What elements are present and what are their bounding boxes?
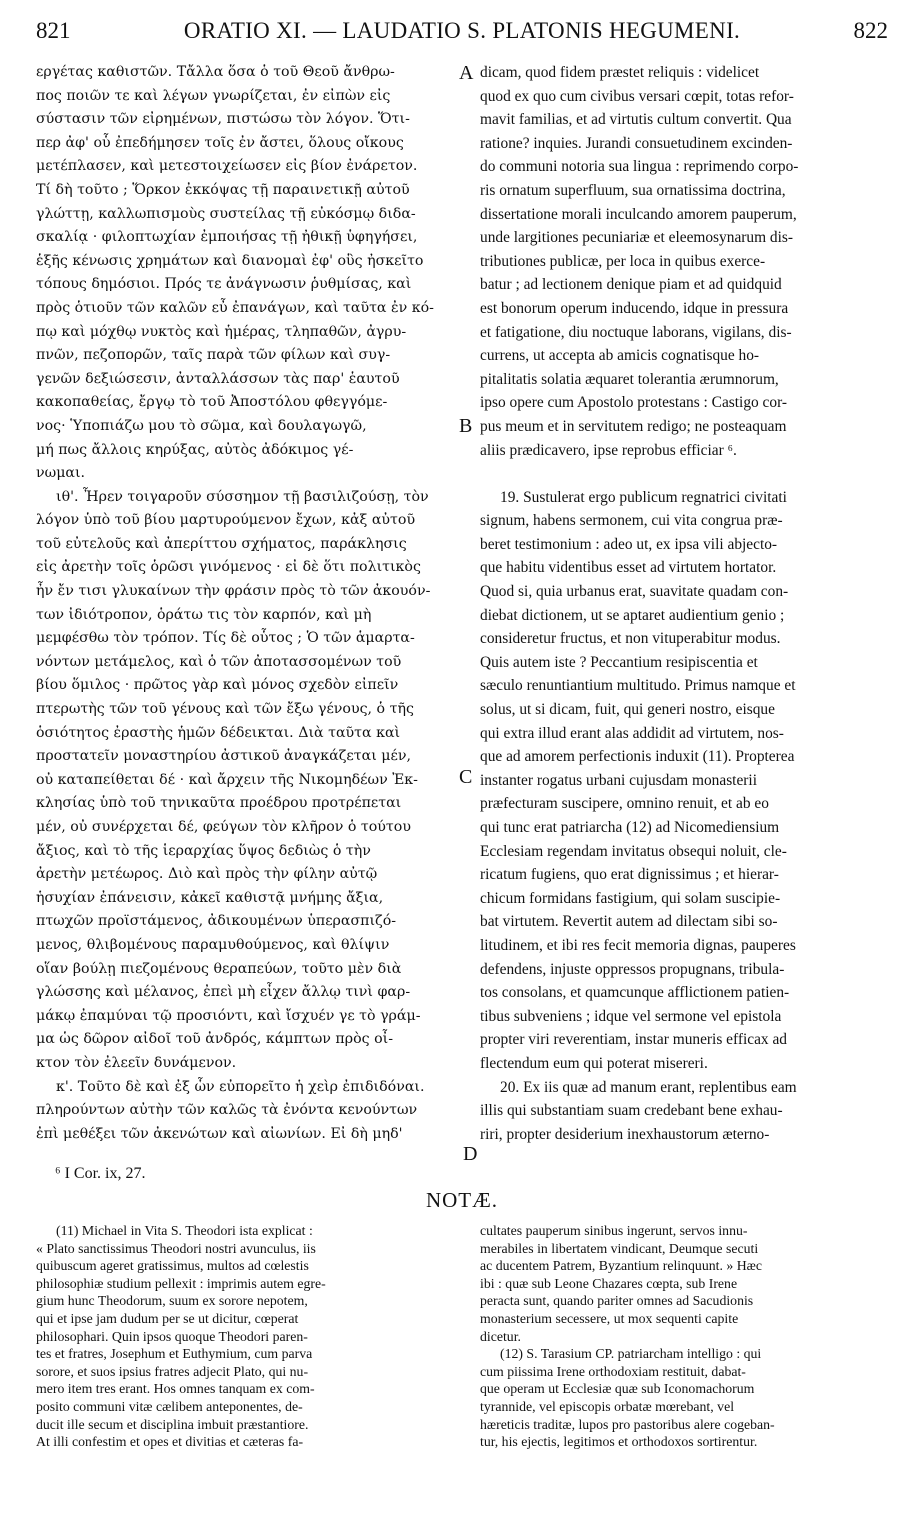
note-line: hæreticis traditæ, lupos pro pastoribus alere cogeban- [480,1416,775,1432]
greek-text-line: μέν, οὐ συνέρχεται δέ, φεύγων τὸν κλῆρον ὁ τούτου [36,819,411,835]
left-page-number: 821 [36,18,71,43]
note-line: monasterium secessere, ut mox sequenti capite [480,1310,739,1326]
latin-text-line: dissertatione morali inculcando amorem pauperum, [480,205,797,223]
latin-text-line: mavit familias, et ad virtutis cultum convertit. Qua [480,111,792,129]
note-line: (12) S. Tarasium CP. patriarcham intelligo : qui [500,1346,762,1362]
latin-text-line: tibus subveniens ; idque vel sermone vel epistola [480,1007,782,1025]
latin-text-line: qui tunc erat patriarcha (12) ad Nicomediensium [480,819,780,836]
note-line: tyrannide, vel episcopis orbatæ mœrebant, vel [480,1398,735,1414]
latin-text-line: ris ornatum superfluum, sua ornatissima doctrina, [480,181,786,199]
latin-text-line: est bonorum operum inducendo, idque in pressura [480,299,789,317]
greek-text-line: προστατεῖν μοναστηρίου ἀστικοῦ ἀναγκάζεται μέν, [36,748,411,765]
greek-text-line: πτωχῶν προϊστάμενος, ἀδικουμένων ὑπερασπιζό- [36,913,397,930]
latin-text-line: unde largitiones pecuniariæ et eleemosynarum dis- [480,229,793,247]
greek-text-line: πρὸς ὁτιοῦν τῶν καλῶν εὖ ἐπανάγων, καὶ ταῦτα ἐν κό- [36,299,434,316]
greek-text-line: γενῶν δεξιώσεσιν, ἀνταλλάσσων τὰς παρ' ἑαυτοῦ [36,370,400,387]
greek-text-line: Τί δὴ τοῦτο ; Ὅρκον ἐκκόψας τῇ παραινετικῇ αὐτοῦ [36,181,410,198]
latin-text-line [480,462,890,486]
note-line: posito communi vitæ cælibem anteponentes, de- [36,1398,303,1414]
greek-text-line: νος· Ὑποπιάζω μου τὸ σῶμα, καὶ δουλαγωγῶ, [36,417,367,434]
latin-text-line: illis qui substantiam suam credebant bene exhau- [480,1102,783,1120]
greek-text-line: νόντων μετάμελος, καὶ ὁ τῶν ἀποτασσομένων τοῦ [36,653,402,670]
notes-left-column [36,1222,466,1451]
greek-text-line: μενος, θλιβομένους παραμυθούμενος, καὶ θλίψιν [36,936,390,953]
greek-text-line: ἡσυχίαν ἐπάνεισιν, κἀκεῖ καθιστᾷ μνήμης ἄξια, [36,889,384,906]
notes-right-column [480,1222,890,1451]
greek-text-line: ἦν ἔν τισι γλυκαίνων τὴν φράσιν πρὸς τὸ τῶν ἀκουόν- [36,583,431,600]
note-line: quibuscum ageret gratissimus, multos ad cœlestis [36,1258,309,1274]
right-page-number: 822 [853,18,888,43]
greek-text-line: ὁσιότητος ἐραστὴς ἡμῶν δέδεικται. Διὰ ταῦτα καὶ [36,724,401,741]
latin-text-line: currens, ut accepta ab amicis cognatisque ho- [480,347,760,365]
note-line: tes et fratres, Josephum et Euthymium, cum parva [36,1346,313,1362]
latin-text-line: tos consolans, et quamcunque afflictionem patien- [480,984,790,1002]
latin-text-line: præfecturam suscipere, omnino renuit, et ab eo [480,795,769,813]
latin-text-line: que ad amorem perfectionis induxit (11). Propterea [480,748,795,766]
latin-text-line: tributiones publicæ, per loca in quibus exerce- [480,252,766,270]
latin-text-line: aliis prædicavero, ipse reprobus efficiar ⁶. [480,441,737,459]
latin-text-line: pitalitatis solatia æquaret tolerantia ærumnorum, [480,370,779,388]
latin-text-line: sæculo renuntiantium multitudo. Primus namque et [480,677,796,695]
note-line: ac ducentem Patrem, Byzantium relinquunt. » Hæc [480,1258,762,1274]
note-line: philosophiæ studium pellexit : imprimis autem egre- [36,1275,326,1291]
margin-marker-b: B [459,415,473,437]
greek-text-line: τοῦ εὐτελοῦς καὶ ἀπερίττου σχήματος, παράκλησις [36,535,407,552]
greek-text-line: πνῶν, πεζοπορῶν, ταῖς παρὰ τῶν φίλων καὶ συγ- [36,347,391,364]
latin-text-line: dicam, quod fidem præstet reliquis : videlicet [480,64,760,81]
latin-text-line: batur ; ad lectionem denique piam et ad quidquid [480,276,782,294]
note-line: sorore, et suos ipsius fratres adjecit Plato, qui nu- [36,1363,309,1379]
greek-text-line: περ ἀφ' οὗ ἐπεδήμησεν τοῖς ἐν ἄστει, ὅλους οἴκους [36,134,404,151]
note-line: cultates pauperum sinibus ingerunt, servos innu- [480,1223,748,1238]
latin-text-line: 19. Sustulerat ergo publicum regnatrici civitati [500,488,787,506]
latin-text-line: litudinem, et ibi res fecit memoria dignas, pauperes [480,936,796,954]
greek-text-line: λόγον ὑπὸ τοῦ βίου μαρτυρούμενον ἔχων, κἀξ αὐτοῦ [36,512,416,529]
latin-text-line: 20. Ex iis quæ ad manum erant, replentibus eam [500,1078,797,1096]
latin-text-line: et fatigatione, diu noctuque laborans, vigilans, dis- [480,323,792,341]
latin-text-line: chicum formidans fastigium, qui solam suscipie- [480,889,781,907]
greek-text-line: γλώττῃ, καλλωπισμοὺς συστείλας τῇ εὐκόσμῳ διδα- [36,205,416,222]
latin-text-line: consideretur fructus, et non vituperabitur modus. [480,630,781,648]
note-line: cum piissima Irene orthodoxiam restituit, dabat- [480,1363,746,1379]
note-line: ibi : quæ sub Leone Chazares cœpta, sub Irene [480,1275,738,1291]
greek-text-line: των ἰδιότροπον, ὁράτω τις τὸν καρπόν, καὶ μὴ [36,606,372,623]
note-line: merabiles in libertatem vindicant, Deumque secuti [480,1240,759,1256]
latin-text-line: bat virtutem. Revertit autem ad dilectam sibi so- [480,913,778,931]
greek-text-line: γλώσσης καὶ μέλανος, ἐπεὶ μὴ εἶχεν ἄλλῳ τινὶ φαρ- [36,984,411,1001]
latin-column [480,61,890,1146]
note-line: (11) Michael in Vita S. Theodori ista explicat : [56,1223,313,1238]
greek-text-line: μή πως ἄλλοις κηρύξας, αὐτὸς ἀδόκιμος γέ- [36,441,354,458]
note-line: ducit ille secum et disciplina imbuit præstantiore. [36,1416,309,1432]
greek-text-line: ἑξῆς κένωσις χρημάτων καὶ διανομαὶ ἐφ' οὓς ἠσκεῖτο [36,252,424,269]
greek-text-line: κακοπαθείας, ἔργῳ τὸ τοῦ Ἀποστόλου φθεγγόμε- [36,394,388,411]
greek-text-line: σύστασιν τῶν εἰρημένων, πιστώσω τὸν λόγον. Ὅτι- [36,111,410,128]
latin-text-line: beret testimonium : adeo ut, ex ipsa vili abjecto- [480,535,778,553]
latin-text-line: quod ex quo cum civibus versari cœpit, totas refor- [480,87,794,105]
latin-text-line: ratione? inquies. Jurandi consuetudinem excinden- [480,134,793,152]
latin-text-line: do communi notoria sua lingua : reprimendo corpo- [480,158,799,176]
latin-text-line: instanter rogatus urbani cujusdam monasterii [480,771,757,789]
note-line: gium hunc Theodorum, suum ex sorore nepotem, [36,1293,308,1309]
latin-text-line: riri, propter desiderium inexhaustorum æterno- [480,1125,770,1143]
latin-text-line: defendens, injuste oppressos propugnans, tribula- [480,960,785,978]
latin-text-line: Quod si, quia urbanus erat, suavitate quadam con- [480,583,789,601]
latin-text-line: que habitu videntibus esset ad virtutem hortator. [480,559,777,577]
greek-text-line: πῳ καὶ μόχθῳ νυκτὸς καὶ ἡμέρας, τληπαθῶν, ἀγρυ- [36,323,407,340]
greek-text-line: μάκῳ ἐπαμύναι τῷ προσιόντι, καὶ ἴσχυέν γε τὸ γράμ- [36,1007,421,1024]
page-header [36,18,888,58]
greek-text-line: κτον τὸν ἐλεεῖν δυνάμενον. [36,1054,237,1071]
latin-text-line: pus meum et in servitutem redigo; ne posteaquam [480,417,787,435]
greek-text-line: πληρούντων αὐτὴν τῶν καλῶς τὰ ἐνόντα κενούντων [36,1102,418,1119]
note-line: « Plato sanctissimus Theodori nostri avunculus, iis [36,1240,316,1256]
latin-text-line: solus, ut si dicam, fuit, qui generi nostro, eisque [480,701,775,719]
latin-text-line: signum, habens sermonem, cui vita congrua præ- [480,512,783,530]
running-title: ORATIO XI. — LAUDATIO S. PLATONIS HEGUMENI. [183,18,741,43]
greek-text-line: ιθ'. Ἦρεν τοιγαροῦν σύσσημον τῇ βασιλιζούσῃ, τὸν [56,488,429,505]
greek-text-line: κλησίας ὑπὸ τοῦ τηνικαῦτα προέδρου προτρέπεται [36,795,402,812]
note-line: que operam ut Ecclesiæ quæ sub Iconomachorum [480,1381,755,1397]
note-line: mero item tres erant. Hos omnes tanquam ex com- [36,1381,315,1397]
latin-text-line: diebat dictionem, ut se aptaret audientium genio ; [480,606,785,624]
latin-text-line: qui extra illud erant alas addidit ad virtutem, nos- [480,724,784,742]
greek-text-line: εργέτας καθιστῶν. Τἄλλα ὅσα ὁ τοῦ Θεοῦ ἄνθρω- [36,64,395,80]
note-line: philosophari. Quin ipsos quoque Theodori paren- [36,1328,308,1344]
greek-text-line: ἄξιος, καὶ τὸ τῆς ἱεραρχίας ὕψος δεδιὼς ὁ τὴν [36,842,371,859]
margin-marker-c: C [459,766,473,788]
latin-text-line: ipso opere cum Apostolo protestans : Castigo cor- [480,394,788,412]
latin-text-line: Ecclesiam regendam invitatus obsequi noluit, cle- [480,842,787,860]
latin-text-line: Quis autem iste ? Peccantium resipiscentia et [480,653,758,671]
latin-text-line: propter viri reverentiam, instar muneris efficax ad [480,1031,787,1049]
greek-text-line: οὐ καταπείθεται δέ · καὶ ἄρχειν τῆς Νικομηδέων Ἐκ- [36,771,418,788]
latin-text-line: ricatum fugiens, quo erat dignissimus ; et hierar- [480,866,779,884]
margin-marker-d: D [463,1143,478,1165]
notes-title: NOTÆ. [425,1188,499,1212]
greek-text-line: κ'. Τοῦτο δὲ καὶ ἐξ ὧν εὐπορεῖτο ἡ χεὶρ ἐπιδιδόναι. [56,1078,425,1095]
greek-text-line: σκαλίᾳ · φιλοπτωχίαν ἐμποιήσας τῇ ἠθικῇ ὑφηγήσει, [36,229,418,246]
greek-text-line: ἀρετὴν μετέωρος. Διὸ καὶ πρὸς τὴν φίλην αὐτῷ [36,866,378,883]
note-line: At illi confestim et opes et divitias et cæteras fa- [36,1434,304,1450]
greek-text-line: μετέπλασεν, καὶ μετεστοιχείωσεν εἰς βίον ἐνάρετον. [36,158,418,175]
note-line: peracta sunt, quando pariter omnes ad Sacudionis [480,1293,754,1309]
greek-text-line: μεμφέσθω τὸν τρόπον. Τίς δὲ οὗτος ; Ὁ τῶν ἁμαρτα- [36,630,415,647]
note-line: dicetur. [480,1328,521,1344]
greek-text-line: τόπους δημόσιοι. Πρός τε ἀνάγνωσιν ῥυθμίσας, καὶ [36,276,412,293]
note-line: qui et ipse jam dudum per se ut dicitur, cœperat [36,1310,299,1326]
greek-text-line: πος ποιῶν τε καὶ λέγων γνωρίζεται, ἐν εἰπὼν εἰς [36,87,391,104]
greek-text-line: νωμαι. [36,465,86,482]
greek-text-line: οἵαν βούλῃ πιεζομένους θεραπεύων, τοῦτο μὲν διὰ [36,960,402,977]
margin-marker-a: A [459,62,474,84]
greek-text-line: ἐπὶ μεθέξει τῶν ἀκενώτων καὶ αἰωνίων. Εἰ δὴ μηδ' [36,1125,403,1142]
footnote: ⁶ I Cor. ix, 27. [55,1165,146,1182]
greek-text-line: μα ὡς δῶρον αἰδοῖ τοῦ ἀνδρός, κάμπτων πρὸς οἶ- [36,1031,393,1048]
greek-text-line: εἰς ἀρετὴν τοῖς ὁρῶσι γινόμενος · εἰ δὲ ὅτι πολιτικὸς [36,559,421,576]
greek-text-line: βίου ὅμιλος · πρῶτος γὰρ καὶ μόνος σχεδὸν εἰπεῖν [36,677,399,694]
latin-text-line: flectendum eum qui poterat misereri. [480,1054,708,1072]
note-line: tur, his ejectis, legitimos et orthodoxos sortirentur. [480,1434,758,1450]
greek-column [36,61,466,1146]
greek-text-line: πτερωτὴς τῶν τοῦ γένους καὶ τῶν ἔξω γένους, ὁ τῆς [36,701,414,718]
